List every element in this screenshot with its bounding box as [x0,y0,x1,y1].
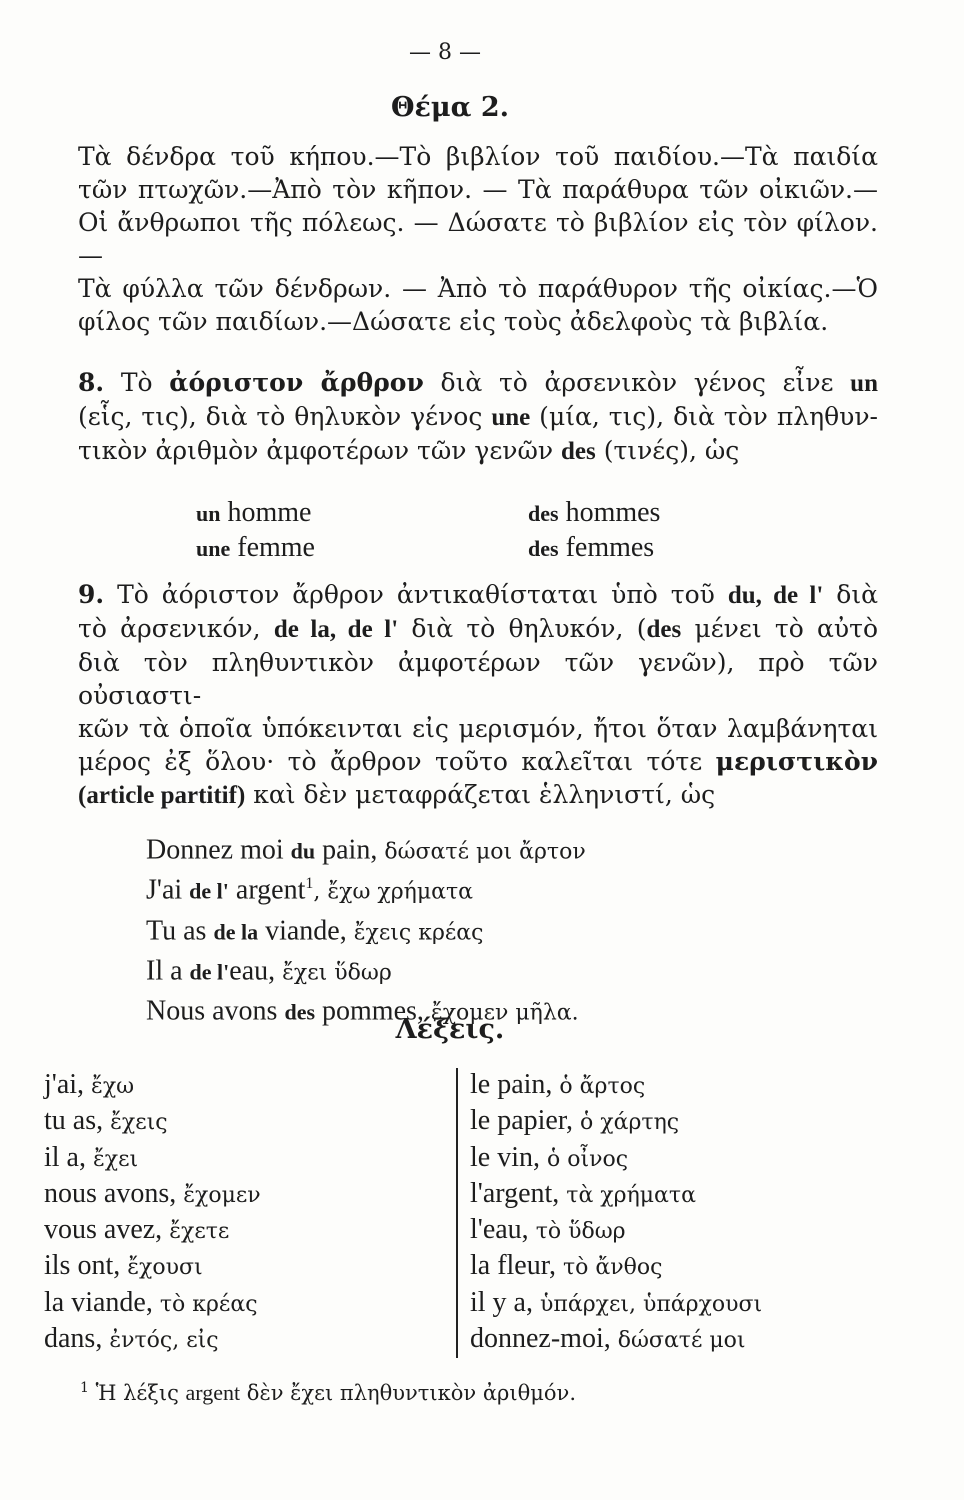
text-line [78,400,878,434]
noun: hommes [558,497,661,528]
text-line: Οἱ ἄνθρωποι τῆς πόλεως. — Δώσατε τὸ βιβλίον εἰς τὸν φίλον.— [78,208,878,270]
noun: femmes [558,532,655,563]
footnote-mark: 1 [80,1380,89,1396]
text: Τὸ ἀόριστον ἄρθρον ἀντικαθίσταται ὑπὸ τοῦ [104,580,728,609]
vocab-item [44,1249,444,1285]
french-text: eau, [229,955,283,987]
vocab-item [470,1286,890,1322]
article-de-la: de la, de l' [273,616,399,643]
vocab-item [44,1322,444,1358]
french-word: donnez-moi, [470,1323,618,1355]
french-text: viande, [258,914,354,946]
article: de l' [189,878,229,904]
french-word: la fleur, [470,1250,563,1282]
french-word: vous avez, [44,1214,170,1246]
greek-word: τὸ ὕδωρ [535,1219,626,1245]
text-line: κῶν τὰ ὁποῖα ὑπόκεινται εἰς μερισμόν, ἤτοι ὅταν λαμβάνηται [78,714,878,743]
french-word: l'eau, [470,1214,536,1246]
vocab-item [44,1141,444,1177]
text: δὲν ἔχει πληθυντικὸν ἀριθμόν. [240,1381,577,1405]
text-line [78,578,878,612]
section-8 [78,366,878,468]
text-line [78,366,878,400]
example-cell [528,531,654,566]
text: τικὸν ἀριθμὸν ἀμφοτέρων τῶν γενῶν [78,436,562,465]
footnote [80,1380,576,1406]
greek-translation: δώσατέ μοι ἄρτον [384,839,586,865]
greek-word: τὸ ἄνθος [562,1255,663,1281]
text: διὰ [823,580,879,609]
vocab-item [470,1177,890,1213]
page-number: — 8 — [409,40,481,65]
text-line: Τὰ φύλλα τῶν δένδρων. — Ἀπὸ τὸ παράθυρον τῆς οἰκίας.—Ὁ [78,274,878,303]
french-text: Il a [146,955,190,987]
text: καὶ δὲν μεταφράζεται ἑλληνιστί, ὡς [245,780,716,809]
french-word: l'argent, [470,1177,567,1209]
french-word: tu as, [44,1105,111,1137]
greek-word: ἔχομεν [183,1182,261,1208]
french-text: argent [228,874,306,906]
article: du [290,838,316,864]
term-indefinite-article: ἀόριστον ἄρθρον [169,368,424,397]
greek-translation: , ἔχω χρήματα [313,879,474,905]
article: des [528,501,559,526]
text-line: διὰ τὸν πληθυντικὸν ἀμφοτέρων τῶν γενῶν), πρὸ τῶν οὐσιαστι- [78,648,878,710]
text-line [78,745,878,778]
example-cell [196,531,528,566]
article-du: du, de l' [727,582,824,609]
article-un: un [850,370,878,397]
french-word: le papier, [470,1105,581,1137]
french-word: il y a, [470,1286,540,1318]
greek-word: δώσατέ μοι [617,1328,746,1354]
vocab-item [470,1213,890,1249]
vocab-item [470,1322,890,1358]
greek-translation: ἔχει ὕδωρ [282,960,392,986]
section-number: 9. [78,580,105,609]
text-line [78,612,878,646]
footnote-mark: 1 [305,875,314,893]
french-text: J'ai [146,874,190,906]
french-text: pain, [315,834,385,866]
text-line [78,434,878,468]
article: des [528,536,559,561]
vocabulary-left-column [44,1068,444,1358]
vocab-item [470,1104,890,1140]
greek-word: τὰ χρήματα [566,1182,696,1208]
french-word: j'ai, [44,1069,92,1100]
example-line [146,949,846,989]
french-word: la viande, [44,1286,160,1318]
article-des: des [561,438,596,465]
vocab-item [470,1249,890,1285]
article: de l' [189,959,230,985]
exercise-paragraph [78,140,878,338]
vocabulary-right-column [456,1068,890,1358]
greek-word: ὁ χάρτης [580,1110,680,1136]
text-line [78,778,878,812]
article: une [196,536,231,561]
vocab-item [44,1104,444,1140]
text: διὰ τὸ θηλυκόν, ( [398,614,647,643]
text: (εἷς, τις), διὰ τὸ θηλυκὸν γένος [78,402,492,431]
greek-translation: ἔχεις κρέας [353,919,484,945]
article: de la [213,918,259,944]
example-line [146,909,846,949]
examples-9 [146,828,846,1030]
article-une: une [491,404,531,431]
greek-word: ὑπάρχει, ὑπάρχουσι [540,1291,763,1317]
greek-word: ἔχετε [169,1219,230,1245]
vocab-item [44,1286,444,1322]
text: μένει τὸ αὐτὸ [681,614,878,643]
section-number: 8. [78,368,105,397]
french-word: dans, [44,1323,110,1355]
french-word: ils ont, [44,1250,128,1282]
french-word: le vin, [470,1141,547,1173]
french-text: Donnez moi [146,834,291,866]
text: μέρος ἐξ ὅλου· τὸ ἄρθρον τοῦτο καλεῖται τότε [78,747,716,776]
vocab-item [44,1068,444,1104]
text: τὸ ἀρσενικόν, [78,614,274,643]
theme-title: Θέμα 2. [390,92,510,123]
text-line: φίλος τῶν παιδίων.—Δώσατε εἰς τοὺς ἀδελφοὺς τὰ βιβλία. [78,307,829,336]
example-row [196,496,756,531]
french-text: Nous avons [146,995,285,1027]
greek-word: ὁ ἄρτος [559,1074,646,1099]
vocab-item [44,1213,444,1249]
noun: homme [220,497,312,528]
example-cell [528,496,660,531]
example-cell [196,496,528,531]
example-row [196,531,756,566]
noun: femme [230,532,315,563]
greek-word: τὸ κρέας [159,1291,258,1317]
article-partitif-label: (article partitif) [78,782,246,809]
footnote-word: argent [185,1380,241,1405]
text-line: τῶν πτωχῶν.—Ἀπὸ τὸν κῆπον. — Τὰ παράθυρα τῶν οἰκιῶν.— [78,175,878,204]
example-line [146,868,846,908]
term-partitive: μεριστικὸν [715,747,878,776]
text: Τὸ [104,368,170,397]
french-word: le pain, [470,1069,560,1100]
greek-word: ἔχει [93,1146,139,1172]
article: un [196,501,221,526]
article-des: des [646,616,682,643]
section-9 [78,578,878,812]
text: διὰ τὸ ἀρσενικὸν γένος εἶνε [423,368,851,397]
text: (μία, τις), διὰ τὸν πληθυν- [530,402,878,431]
text: (τινές), ὡς [595,436,740,465]
article: des [284,999,316,1025]
french-text: Tu as [146,914,214,946]
greek-word: ὁ οἶνος [547,1146,629,1172]
greek-word: ἔχω [91,1074,135,1099]
greek-translation: ἔχομεν μῆλα. [430,1000,579,1026]
greek-word: ἔχουσι [127,1255,203,1281]
greek-word: ἐντός, εἰς [109,1328,219,1354]
examples-8 [196,496,756,566]
vocab-item [44,1177,444,1213]
vocabulary-title: Λέξεις. [395,1014,505,1045]
text: Ἡ λέξις [88,1381,186,1405]
example-line [146,828,846,868]
text-line: Τὰ δένδρα τοῦ κήπου.—Τὸ βιβλίον τοῦ παιδίου.—Τὰ παιδία [78,142,878,171]
greek-word: ἔχεις [110,1110,168,1136]
vocab-item [470,1141,890,1177]
french-word: nous avons, [44,1177,184,1209]
french-text: pommes, [315,995,431,1027]
french-word: il a, [44,1141,93,1173]
vocab-item [470,1068,890,1104]
